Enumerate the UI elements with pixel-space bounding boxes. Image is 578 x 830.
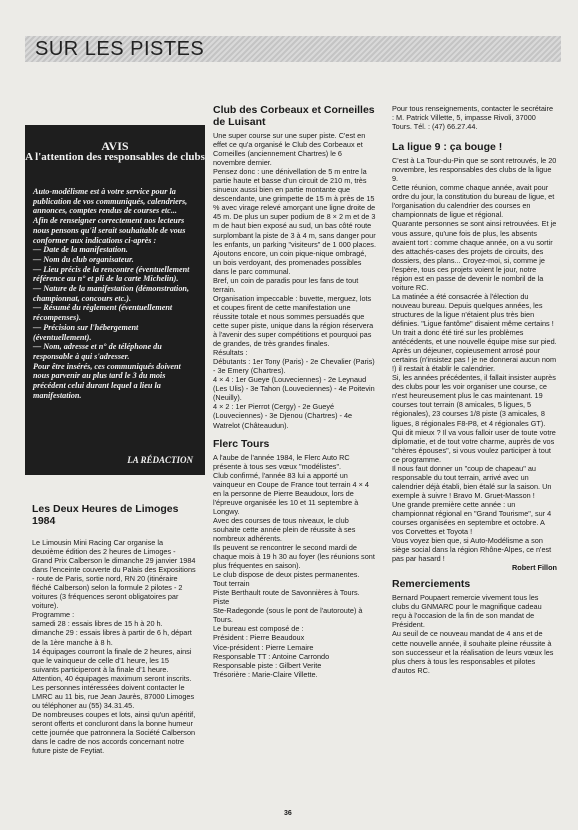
notice-paragraph: — Date de la manifestation. bbox=[33, 245, 128, 255]
notice-paragraph: Pour être insérés, ces communiqués doivent nous parvenir au plus tard le 3 du mois précédent celui durant lequel a lieu la manifestation. bbox=[33, 361, 181, 400]
notice-paragraph: — Nom du club organisateur. bbox=[33, 254, 134, 264]
article-paragraph: Piste bbox=[213, 597, 230, 607]
notice-body bbox=[33, 187, 197, 400]
article-paragraph: Le club dispose de deux pistes permanentes. bbox=[213, 570, 360, 580]
article-paragraph: De nombreuses coupes et lots, ainsi qu'un apéritif, seront offerts et concluront dans la bonne humeur cette journée que patronnera la Société Calberson dans le cadre de nos accords concernant notre future piste de Feytiat. bbox=[32, 709, 196, 756]
article-title-luisant: Club des Corbeaux et Corneilles de Luisant bbox=[213, 104, 375, 128]
article-paragraph: Le Limousin Mini Racing Car organise la deuxième édition des 2 heures de Limoges - Grand Prix Calberson le dimanche 29 janvier 1984 dans l'enceinte couverte du Palais des Expositions - route de Paris, sortie nord, RN 20 (itinéraire fléché Calberson) selon la formule 2 pilotes - 2 voitures (3 fréquences seront obligatoires par voiture). bbox=[32, 538, 196, 611]
column-limoges bbox=[32, 503, 196, 755]
column-luisant-tours bbox=[213, 104, 376, 679]
notice-paragraph: Afin de renseigner correctement nos lecteurs nous pensons qu'il serait souhaitable de vous conformer aux indications ci-après : bbox=[33, 216, 186, 245]
article-paragraph: Responsable piste : Gilbert Verite bbox=[213, 660, 322, 670]
article-title-remerciements: Remerciements bbox=[392, 578, 471, 591]
article-paragraph: Programme : bbox=[32, 610, 75, 620]
article-paragraph: 4 × 2 : 1er Pierrot (Cergy) - 2e Gueyé (Louveciennes) - 3e Djenou (Chartres) - 4e Watrelot (Châteaudun). bbox=[213, 402, 353, 430]
article-paragraph: Une grande première cette année : un championnat régional en "Grand Tourisme", sur 4 courses organisées en septembre et octobre. A vos Corvettes et Toyota ! bbox=[392, 499, 552, 537]
column-ligue9 bbox=[392, 104, 557, 675]
article-paragraph: 14 équipages courront la finale de 2 heures, ainsi que le vainqueur de celle d'1 heure, les 15 suivants participeront à la finale d'1 heure. bbox=[32, 646, 192, 674]
article-paragraph: Cette réunion, comme chaque année, avait pour ordre du jour, la constitution du bureau de ligue, et l'organisation du calendrier des courses en championnats de ligue et régional. bbox=[392, 183, 555, 220]
article-paragraph: Au seuil de ce nouveau mandat de 4 ans et de cette nouvelle année, il souhaite pleine réussite à son successeur et la réalisation de leurs vœux les plus chers à tous les responsables et pilotes d'autos RC. bbox=[392, 629, 554, 675]
contact-paragraph: Pour tous renseignements, contacter le secrétaire : M. Patrick Villette, 5, impasse Rivoli, 37000 Tours. Tél. : (47) 66.27.44. bbox=[392, 104, 554, 132]
article-paragraph: Trésorière : Marie-Claire Villette. bbox=[213, 669, 318, 679]
article-title-limoges: Les Deux Heures de Limoges 1984 bbox=[32, 503, 179, 527]
article-paragraph: A l'aube de l'année 1984, le Flerc Auto RC présente à tous ses vœux "modélistes". bbox=[213, 452, 350, 471]
article-author: Robert Fillon bbox=[512, 563, 557, 573]
article-paragraph: Bref, un coin de paradis pour les fans de tout terrain. bbox=[213, 275, 359, 294]
article-paragraph: Débutants : 1er Tony (Paris) - 2e Chevalier (Paris) - 3e Emery (Chartres). bbox=[213, 357, 375, 376]
article-paragraph: Pensez donc : une dénivellation de 5 m entre la partie haute et basse d'un circuit de 210 m, très sinueux aussi bien en partie montante que descendante, une grimpette de 15 m à près de 15 % avec virage relevé amorçant une ligne droite de 45 m. De plus un super podium de 8 × 2 m et de 3 m de haut bien exposé au sud, un bas côté route surplombant la piste de 3 à 4 m, sans danger pour les enfants, un parking "visiteurs" de 1 000 places. bbox=[213, 167, 376, 249]
article-paragraph: Club confirmé, l'année 83 lui a apporté un vainqueur en Coupe de France tout terrain 4 × 4 en la personne de Pierre Beaudoux, lors de l'épreuve organisée les 10 et 11 septembre à Longwy. bbox=[213, 470, 369, 516]
page-number: 36 bbox=[284, 810, 292, 817]
article-title-ligue9: La ligue 9 : ça bouge ! bbox=[392, 141, 503, 154]
article-paragraph: Responsable TT : Antoine Carrondo bbox=[213, 651, 330, 661]
article-paragraph: Il nous faut donner un "coup de chapeau" au responsable du tout terrain, arrivé avec un calendrier déjà établi, bien étalé sur la saison. Un exemple à suivre ! Bravo M. Gruet-Masson ! bbox=[392, 463, 552, 500]
article-paragraph: Piste Berthault route de Savonnières à Tours. bbox=[213, 588, 360, 598]
article-title-flerc: Flerc Tours bbox=[213, 437, 270, 450]
article-paragraph: C'est à La Tour-du-Pin que se sont retrouvés, le 20 novembre, les responsables des clubs de la ligue 9. bbox=[392, 156, 557, 184]
article-paragraph: Résultats : bbox=[213, 348, 248, 358]
article-paragraph: Ils peuvent se rencontrer le second mardi de chaque mois à 19 h 30 au foyer (les réunions sont plus fréquentes en saison). bbox=[213, 543, 375, 571]
article-paragraph: La matinée a été consacrée à l'élection du nouveau bureau. Depuis quelques années, les structures de la ligue n'étaient plus très bien définies. "Ligue fantôme" disaient même certains ! Un trait a donc été tiré sur les problèmes antécédents, et une nouvelle équipe mise sur pied. bbox=[392, 291, 557, 347]
article-paragraph: Ste-Radegonde (sous le pont de l'autoroute) à Tours. bbox=[213, 606, 363, 625]
notice-paragraph: — Lieu précis de la rencontre (éventuellement référence au n° et pli de la carte Michelin). bbox=[33, 264, 190, 284]
article-paragraph: Tout terrain bbox=[213, 579, 250, 589]
section-title: SUR LES PISTES bbox=[35, 38, 205, 60]
article-paragraph: Le bureau est composé de : bbox=[213, 624, 304, 634]
section-header bbox=[25, 36, 561, 62]
article-paragraph: dimanche 29 : essais libres à partir de 6 h, départ de la 1ère manche à 8 h. bbox=[32, 628, 192, 647]
notice-signature: LA RÉDACTION bbox=[127, 455, 193, 465]
article-paragraph: Attention, 40 équipages maximum seront inscrits. Les personnes intéressées doivent contacter le LMRC au 11 bis, rue Jean Jaurès, 87000 Limoges ou téléphoner au (55) 34.31.45. bbox=[32, 673, 195, 710]
notice-paragraph: — Précision sur l'hébergement (éventuellement). bbox=[33, 322, 139, 342]
notice-subtitle: A l'attention des responsables de clubs bbox=[25, 151, 205, 163]
notice-paragraph: Auto-modélisme est à votre service pour la publication de vos communiqués, calendriers, annonces, comptes rendus de courses etc... bbox=[33, 187, 188, 216]
notice-title: AVIS bbox=[101, 139, 129, 153]
article-paragraph: Vous voyez bien que, si Auto-Modélisme a son siège social dans la région Rhône-Alpes, ce n'est pas par hasard ! bbox=[392, 536, 552, 564]
article-paragraph: Quarante personnes se sont ainsi retrouvées. Et je vous assure, qu'une fois de plus, les absents avaient tort : comme chaque année, on a vu sortir des attachés-cases des projets de circuits, des dossiers, des plans... Croyez-moi, si, comme je l'espère, tous ces projets voient le jour, notre région est en passe de devenir le nombril de la voiture RC. bbox=[392, 219, 557, 292]
article-paragraph: Ajoutons encore, un coin pique-nique ombragé, un bois verdoyant, des promenades possibles dans le parc communal. bbox=[213, 248, 367, 276]
article-paragraph: Bernard Poupaert remercie vivement tous les clubs du GNMARC pour le magnifique cadeau reçu à l'occasion de la fin de son mandat de Président. bbox=[392, 593, 542, 630]
article-paragraph: 4 × 4 : 1er Gueye (Louveciennes) - 2e Leynaud (Les Ulis) - 3e Tahon (Louveciennes) - 4e Poitevin (Neuilly). bbox=[213, 375, 375, 403]
article-paragraph: Organisation impeccable : buvette, merguez, lots et coupes firent de cette manifestation une réussite totale et nous sommes persuadés que cette super piste, unique dans la région réservera à l'avenir des super compétitions et pourquoi pas de grandes, de très grandes finales. bbox=[213, 293, 374, 349]
article-paragraph: Avec des courses de tous niveaux, le club souhaite cette année plein de réussite à ses nombreux adhérents. bbox=[213, 515, 356, 543]
article-paragraph: samedi 28 : essais libres de 15 h à 20 h. bbox=[32, 619, 163, 629]
article-paragraph: Président : Pierre Beaudoux bbox=[213, 633, 305, 643]
article-paragraph: Vice-président : Pierre Lemaire bbox=[213, 642, 314, 652]
notice-paragraph: — Nature de la manifestation (démonstration, championnat, concours etc.). bbox=[33, 284, 190, 303]
notice-box bbox=[25, 125, 205, 475]
article-paragraph: Après un déjeuner, copieusement arrosé pour certains (n'insistez pas ! je ne donnerai aucun nom !) il restait à établir le calendrier. bbox=[392, 346, 557, 374]
notice-paragraph: — Nom, adresse et n° de téléphone du responsable à qui s'adresser. bbox=[33, 342, 162, 361]
notice-paragraph: — Résumé du règlement (éventuellement récompenses). bbox=[33, 303, 173, 323]
article-paragraph: Si, les années précédentes, il fallait insister auprès des clubs pour les voir organiser une course, ce n'est heureusement plus le cas maintenant. 19 courses tout terrain (8 amicales, 5 ligues, 5 régionales), 23 courses 1/8 piste (3 amicales, 8 ligues, 8 régionales F8-P8, et 4 régionales GT). Qui dit mieux ? Il va vous falloir user de toute votre diplomatie, et de tout votre charme, auprès de vos "chères épouses", si vous voulez participer à tout ce programme. bbox=[392, 373, 556, 464]
article-paragraph: Une super course sur une super piste. C'est en effet ce qu'a organisé le Club des Corbeaux et Corneilles (anciennement Chartres) le 6 novembre dernier. bbox=[213, 131, 366, 168]
